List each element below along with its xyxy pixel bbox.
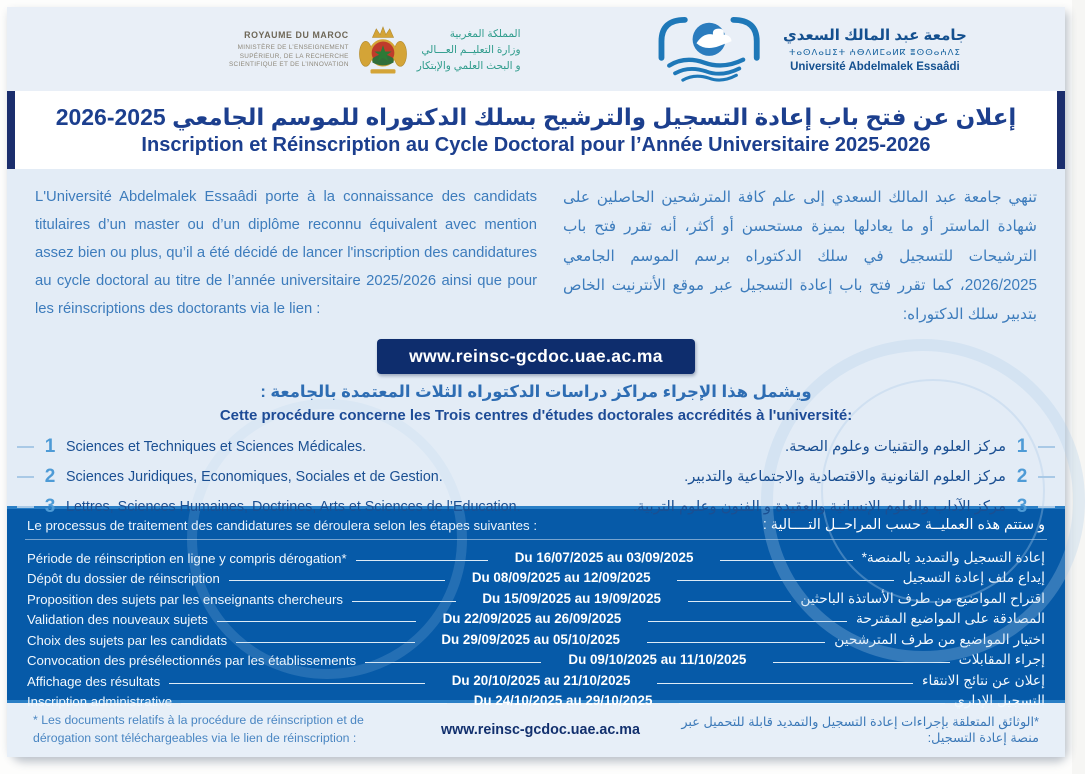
tick-line bbox=[17, 506, 34, 508]
tick-line bbox=[1038, 476, 1055, 478]
tick-line bbox=[1038, 506, 1055, 508]
schedule-intro-ar: و ستتم هذه العمليــة حسب المراحــل التــــالية : bbox=[762, 517, 1045, 533]
logos-band bbox=[7, 7, 1065, 91]
center-number: 3 bbox=[1016, 495, 1028, 517]
center-item-ar bbox=[604, 466, 1055, 488]
page-title-ar-text: إعلان عن فتح باب إعادة التسجيل والترشيح بسلك الدكتوراه للموسم الجامعي bbox=[172, 103, 1017, 130]
step-label-ar: إيداع ملف إعادة التسجيل bbox=[902, 570, 1045, 585]
registration-link-row bbox=[35, 339, 1037, 374]
university-name-ar: جامعة عبد المالك السعدي bbox=[783, 26, 967, 44]
title-accent-bar-right bbox=[1057, 91, 1065, 169]
center-label-ar: مركز الآداب والعلوم الإنسانية والعقيدة و الفنون وعلوم التربية. bbox=[632, 499, 1006, 516]
tick-line bbox=[17, 476, 34, 478]
university-logo bbox=[649, 15, 967, 85]
leader-line bbox=[356, 560, 488, 561]
leader-line bbox=[688, 601, 792, 602]
step-date-range: Du 29/09/2025 au 05/10/2025 bbox=[441, 631, 621, 647]
center-label-ar: مركز العلوم والتقنيات وعلوم الصحة. bbox=[784, 439, 1006, 456]
schedule-row bbox=[25, 566, 1047, 587]
ministry-name-ar bbox=[417, 26, 521, 75]
centers-list-ar bbox=[604, 436, 1055, 526]
schedule-table bbox=[7, 506, 1065, 709]
schedule-row bbox=[25, 668, 1047, 689]
center-label-fr: Sciences Juridiques, Economiques, Sociales et de Gestion. bbox=[66, 468, 443, 485]
leader-line bbox=[647, 642, 826, 643]
step-label-fr: Dépôt du dossier de réinscription bbox=[27, 571, 220, 586]
center-item-fr bbox=[17, 436, 538, 458]
schedule-intro-fr: Le processus de traitement des candidatures se déroulera selon les étapes suivantes : bbox=[27, 517, 538, 533]
step-label-fr: Proposition des sujets par les enseignants chercheurs bbox=[27, 591, 343, 607]
leader-line bbox=[773, 662, 949, 663]
center-item-ar bbox=[604, 436, 1055, 458]
leader-line bbox=[677, 580, 893, 581]
schedule-row bbox=[25, 545, 1047, 566]
step-label-fr: Convocation des présélectionnés par les établissements bbox=[27, 653, 357, 668]
announcement-card bbox=[7, 7, 1065, 757]
step-label-ar: التسجيل الإداري bbox=[954, 693, 1046, 708]
step-label-ar: اقتراح المواضيع من طرف الأساتذة الباحثين bbox=[800, 590, 1045, 606]
leader-line bbox=[169, 683, 425, 684]
step-date-range: Du 08/09/2025 au 12/09/2025 bbox=[471, 570, 651, 585]
centers-list-fr bbox=[17, 436, 538, 526]
university-name-block bbox=[783, 25, 967, 76]
ministry-logo bbox=[229, 23, 521, 77]
step-date-range: Du 24/10/2025 au 29/10/2025 bbox=[473, 693, 653, 708]
intro-paragraph-ar: تنهي جامعة عبد المالك السعدي إلى علم كافة المترشحين الحاصلين على شهادة الماستر أو ما يعادلها بميزة مستحسن أو أكثر، أنه تقرر فتح باب الترشيحات للتسجيل في سلك الدكتوراه برسم الموسم الجامعي 2026/2025، كما تقرر فتح باب إعادة التسجيل عبر موقع الأنترنيت الخاص بتدبير سلك الدكتوراه: bbox=[563, 189, 1037, 324]
leader-line bbox=[720, 560, 852, 561]
step-label-fr: Période de réinscription en ligne y compris dérogation* bbox=[27, 550, 347, 566]
center-label-fr: Lettres, Sciences Humaines, Doctrines, Arts et Sciences de l’Education. bbox=[66, 498, 521, 515]
intro-paragraph-fr: L'Université Abdelmalek Essaâdi porte à la connaissance des candidats titulaires d’un master ou d’un diplôme reconnu équivalent avec mention assez bien ou plus, qu’il a été décidé de lancer l'inscription des candidatures au cycle doctoral au titre de l’année universitaire 2025/2026 ainsi que pour les réinscriptions des doctorants via le lien : bbox=[35, 189, 537, 318]
center-number: 3 bbox=[44, 495, 56, 517]
step-date-range: Du 20/10/2025 au 21/10/2025 bbox=[451, 672, 631, 688]
step-label-ar: إجراء المقابلات bbox=[958, 652, 1045, 667]
center-number: 2 bbox=[1016, 465, 1028, 487]
page-title-fr: Inscription et Réinscription au Cycle Doctoral pour l’Année Universitaire 2025-2026 bbox=[141, 133, 931, 156]
dove-waves-logo-icon bbox=[649, 15, 777, 85]
university-name-fr: Université Abdelmalek Essaâdi bbox=[790, 60, 960, 73]
university-name-tifinagh: ⵜⴰⵙⴷⴰⵡⵉⵜ ⵄⴱⴷⵍⵎⴰⵍⴽ ⴻⵙⵙⴰⵄⴷⵉ bbox=[788, 47, 961, 58]
center-number: 1 bbox=[1016, 435, 1028, 457]
schedule-row bbox=[25, 586, 1047, 607]
schedule-row bbox=[25, 607, 1047, 628]
step-label-ar: إعادة التسجيل والتمديد بالمنصة* bbox=[861, 549, 1046, 565]
center-item-ar bbox=[604, 496, 1055, 518]
ministry-ar-line: المملكة المغربية bbox=[449, 27, 521, 40]
leader-line bbox=[352, 601, 456, 602]
leader-line bbox=[657, 683, 913, 684]
ministry-fr-line: ROYAUME DU MAROC bbox=[244, 30, 349, 41]
registration-link[interactable]: www.reinsc-gcdoc.uae.ac.ma bbox=[377, 339, 695, 374]
center-item-fr bbox=[17, 496, 538, 518]
footer-note-fr: * Les documents relatifs à la procédure de réinscription et de dérogation sont téléchargeables via le lien de réinscription : bbox=[33, 713, 364, 745]
title-band bbox=[7, 91, 1065, 169]
ministry-ar-line: وزارة التعليــم العـــالي bbox=[421, 43, 521, 56]
step-label-ar: اختيار المواضيع من طرف المترشحين bbox=[834, 631, 1046, 647]
step-date-range: Du 15/09/2025 au 19/09/2025 bbox=[482, 590, 661, 606]
step-label-ar: إعلان عن نتائج الانتقاء bbox=[922, 672, 1045, 688]
leader-line bbox=[217, 621, 416, 622]
step-date-range: Du 22/09/2025 au 26/09/2025 bbox=[442, 611, 622, 626]
center-number: 1 bbox=[44, 435, 56, 457]
step-date-range: Du 09/10/2025 au 11/10/2025 bbox=[568, 652, 747, 667]
leader-line bbox=[365, 662, 541, 663]
step-label-fr: Inscription administrative bbox=[27, 694, 173, 709]
leader-line bbox=[229, 580, 445, 581]
tick-line bbox=[1038, 446, 1055, 448]
footer-note-ar: *الوثائق المتعلقة بإجراءات إعادة التسجيل والتمديد قابلة للتحميل عبر منصة إعادة التسجيل: bbox=[681, 714, 1039, 745]
leader-line bbox=[181, 703, 447, 704]
step-label-fr: Choix des sujets par les candidats bbox=[27, 632, 228, 648]
doctoral-centers-lists bbox=[35, 436, 1037, 526]
footer-band bbox=[7, 703, 1065, 757]
center-label-ar: مركز العلوم القانونية والاقتصادية والاجتماعية والتدبير. bbox=[684, 469, 1006, 486]
ministry-fr-line: SUPÉRIEUR, DE LA RECHERCHE bbox=[239, 52, 349, 60]
footer-link[interactable]: www.reinsc-gcdoc.uae.ac.ma bbox=[441, 722, 640, 738]
page-title-ar bbox=[56, 104, 1017, 131]
ministry-fr-line: SCIENTIFIQUE ET DE L’INNOVATION bbox=[229, 61, 349, 69]
step-label-ar: المصادقة على المواضيع المقترحة bbox=[856, 611, 1046, 626]
center-number: 2 bbox=[44, 465, 56, 487]
tick-line bbox=[17, 446, 34, 448]
leader-line bbox=[648, 621, 847, 622]
ministry-fr-line: MINISTÈRE DE L’ENSEIGNEMENT bbox=[237, 43, 349, 51]
leader-line bbox=[679, 703, 945, 704]
title-accent-bar-left bbox=[7, 91, 15, 169]
step-label-fr: Validation des nouveaux sujets bbox=[27, 612, 208, 627]
page-title-ar-year: 2026-2025 bbox=[55, 103, 166, 130]
schedule-row bbox=[25, 648, 1047, 669]
centers-heading-ar: ويشمل هذا الإجراء مراكز دراسات الدكتوراه الثلاث المعتمدة بالجامعة : bbox=[260, 382, 812, 401]
moroccan-coat-of-arms-icon bbox=[358, 23, 408, 77]
center-item-fr bbox=[17, 466, 538, 488]
body-section bbox=[7, 169, 1065, 517]
schedule-row bbox=[25, 627, 1047, 648]
step-date-range: Du 16/07/2025 au 03/09/2025 bbox=[514, 549, 694, 565]
ministry-ar-line: و البحث العلمي والإبتكار bbox=[416, 60, 521, 73]
ministry-name-fr bbox=[229, 30, 349, 70]
centers-heading-fr: Cette procédure concerne les Trois centres d'études doctorales accrédités à l'université: bbox=[219, 406, 853, 424]
center-label-fr: Sciences et Techniques et Sciences Médicales. bbox=[66, 438, 367, 455]
leader-line bbox=[236, 642, 415, 643]
step-label-fr: Affichage des résultats bbox=[27, 673, 161, 689]
intro-paragraphs bbox=[35, 183, 1037, 330]
